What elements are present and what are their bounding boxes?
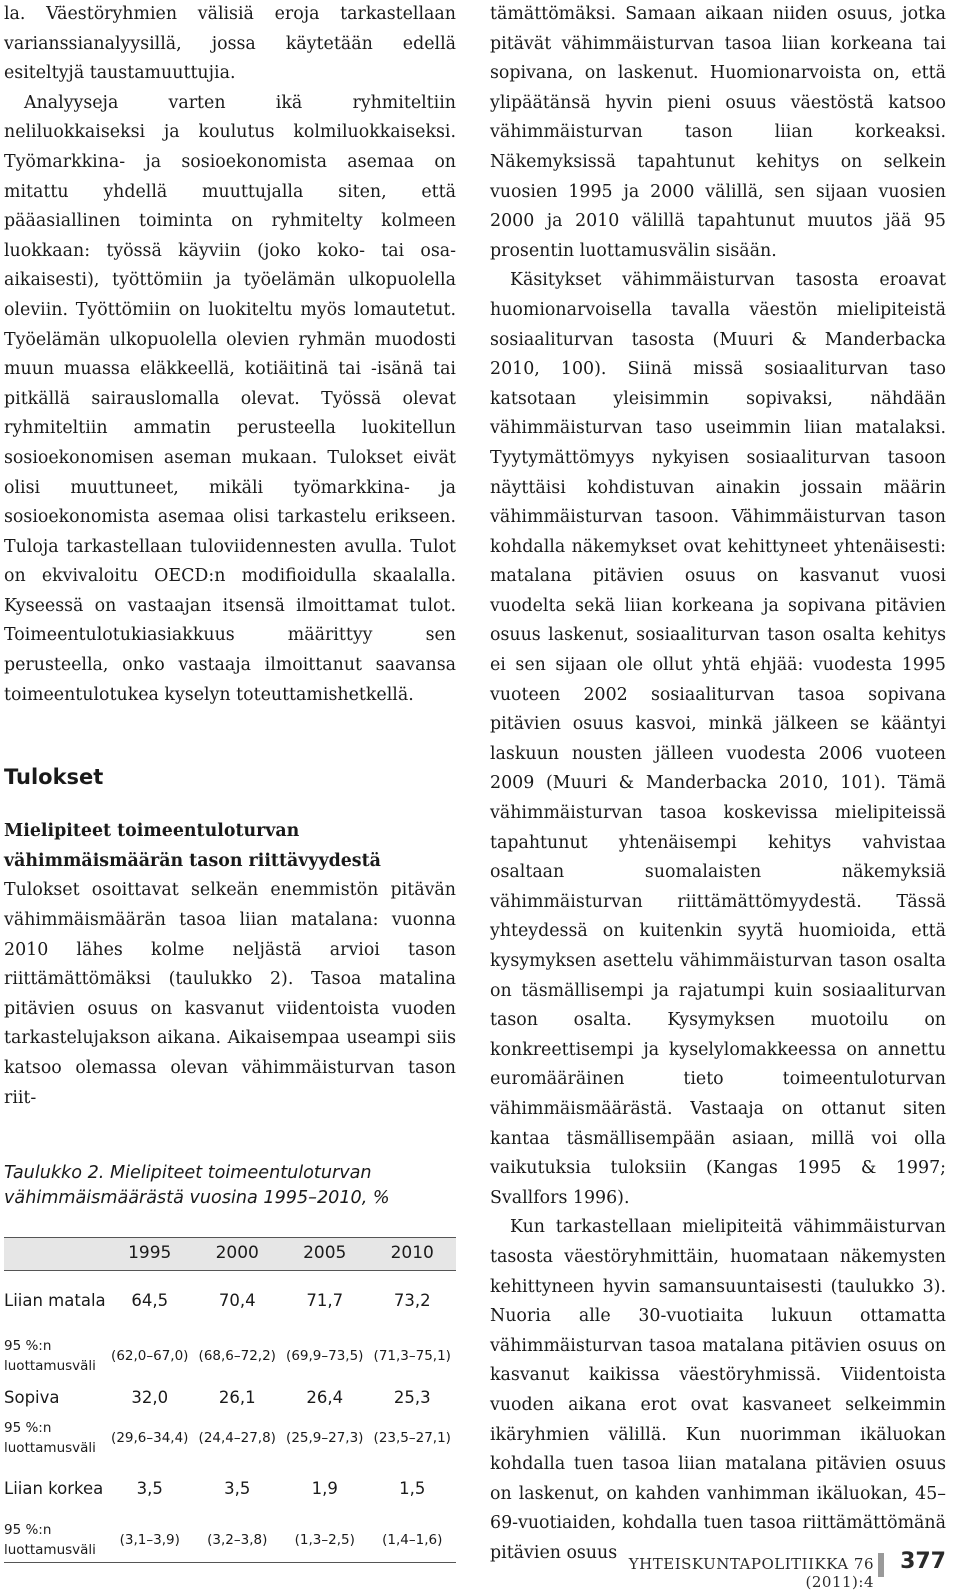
paragraph: tämättömäksi. Samaan aikaan niiden osuus, jotka pitävät vähimmäisturvan tasoa liian korkeana tai sopivana, on laskenut. Huomionarvoista on, että ylipäätänsä hyvin pieni osuus väestöstä katsoo vähimmäisturvan tason liian korkeaksi. Näkemyksissä tapahtunut kehitys on selkein vuosien 1995 ja 2000 välillä, sen sijaan vuosien 2000 ja 2010 välillä tapahtunut muutos jää 95 prosentin luottamusvälin sisään.	[490, 4, 946, 261]
table-cell: 70,4	[218, 1291, 256, 1311]
table-row	[4, 1415, 456, 1461]
results-table	[4, 1237, 456, 1563]
table-cell: (69,9–73,5)	[286, 1348, 364, 1365]
table-row	[4, 1461, 456, 1517]
table-cell: 71,7	[306, 1291, 344, 1311]
table-cell: (23,5–27,1)	[373, 1430, 451, 1447]
row-label: Liian matala	[4, 1291, 106, 1311]
table-cell: (1,3–2,5)	[281, 1517, 369, 1563]
table-row	[4, 1331, 456, 1381]
row-label: 95 %:n luottamusväli	[4, 1420, 96, 1457]
table-row	[4, 1381, 456, 1415]
subsection-heading: Mielipiteet toimeentuloturvan vähimmäismäärän tason riittävyydestä	[4, 821, 381, 871]
table-header-corner	[4, 1238, 106, 1271]
row-label: Liian korkea	[4, 1479, 104, 1499]
table-cell: 3,5	[224, 1479, 251, 1499]
table-cell: (3,2–3,8)	[194, 1517, 282, 1563]
left-column	[4, 0, 456, 1563]
table-cell: 26,4	[306, 1388, 344, 1408]
table-cell: (1,4–1,6)	[369, 1517, 457, 1563]
table-header-row	[4, 1238, 456, 1271]
year-header: 2000	[194, 1238, 282, 1271]
table-cell: 73,2	[393, 1291, 431, 1311]
page-footer	[574, 1549, 946, 1591]
paragraph: Käsitykset vähimmäisturvan tasosta eroavat huomionarvoisella tavalla väestön mielipiteistä sosiaaliturvan tasosta (Muuri & Manderbacka 2010, 100). Siinä missä sosiaaliturvan taso katsotaan yleisimmin sopivaksi, nähdään vähimmäisturvan taso useimmin liian matalaksi. Tyytymättömyys nykyisen sosiaaliturvan tasoon näyttäisi kohdistuvan ainakin jossain määrin vähimmäisturvan tasoon. Vähimmäisturvan tason kohdalla näkemykset ovat kehittyneet yhtenäisesti: matalana pitävien osuus on kasvanut vuosi vuodelta sekä liian korkeana ja sopivana pitävien osuus laskenut, sosiaaliturvan tason osalta kehitys ei sen sijaan ole ollut yhtä ehjää: vuodesta 1995 vuoteen 2002 sosiaaliturvan tasoa sopivana pitävien osuus kasvoi, minkä jälkeen se kääntyi laskuun nousten jälleen vuodesta 2006 vuoteen 2009 (Muuri & Manderbacka 2010, 101). Tämä vähimmäisturvan tasoa koskevissa mielipiteissä tapahtunut yhtenäisempi kehitys vahvistaa osaltaan suomalaisten näkemyksiä vähimmäisturvan riittämättömyydestä. Tässä yhteydessä on kuitenkin syytä huomioida, että kysymyksen asettelu vähimmäisturvan tason osalta on täsmällisempi ja rajatumpi kuin sosiaaliturvan tason osalta. Kysymyksen muotoilu on konkreettisempi ja kyselylomakkeessa on annettu euromääräinen tieto toimeentuloturvan vähimmäismäärästä. Vastaaja on ottanut siten kantaa täsmällisempään asiaan, millä voi olla vaikutuksia tuloksiin (Kangas 1995 & 1997; Svallfors 1996).	[490, 270, 946, 1208]
paragraph: la. Väestöryhmien välisiä eroja tarkastellaan varianssianalyysillä, jossa käytetään edellä esiteltyjä taustamuuttujia.	[4, 4, 456, 84]
row-label: 95 %:n luottamusväli	[4, 1517, 106, 1563]
year-header: 2010	[369, 1238, 457, 1271]
paragraph: Kun tarkastellaan mielipiteitä vähimmäisturvan tasosta väestöryhmittäin, huomataan näkemysten kehittyneen hyvin samansuuntaisesti (taulukko 3). Nuoria alle 30-vuotiaita lukuun ottamatta vähimmäisturvan tasoa matalana pitävien osuus on kasvanut kaikissa väestöryhmissä. Viidentoista vuoden aikana erot ovat kasvaneet selkeimmin ikäryhmien välillä. Kun nuorimman ikäluokan kohdalla tuen tasoa liian matalana pitävien osuus on laskenut, on kahden vanhimman ikäluokan, 45–69-vuotiaiden, kohdalla tuen tasoa riittämättömänä pitävien osuus	[490, 1217, 946, 1563]
section-heading: Tulokset	[4, 765, 104, 790]
row-label: Sopiva	[4, 1388, 60, 1408]
table-cell: (62,0–67,0)	[111, 1348, 189, 1365]
footer-divider	[878, 1553, 884, 1577]
year-header: 1995	[106, 1238, 194, 1271]
table-cell: (3,1–3,9)	[106, 1517, 194, 1563]
table-cell: (29,6–34,4)	[111, 1430, 189, 1447]
journal-name: YHTEISKUNTAPOLITIIKKA 76 (2011):4	[628, 1555, 874, 1591]
table-cell: (68,6–72,2)	[198, 1348, 276, 1365]
table-cell: (71,3–75,1)	[373, 1348, 451, 1365]
table-cell: 1,9	[311, 1479, 338, 1499]
table-cell: 26,1	[218, 1388, 256, 1408]
year-header: 2005	[281, 1238, 369, 1271]
table-cell: 64,5	[131, 1291, 169, 1311]
paragraph: Analyyseja varten ikä ryhmiteltiin neliluokkaiseksi ja koulutus kolmiluokkaiseksi. Työmarkkina- ja sosioekonomista asemaa on mitattu yhdellä muuttujalla siten, että pääasiallinen toiminta on ryhmitelty kolmeen luokkaan: työssä käyviin (joko koko- tai osa-aikaisesti), työttömiin ja työelämän ulkopuolella oleviin. Työttömiin on luokiteltu myös lomautetut. Työelämän ulkopuolella olevien ryhmän muodosti muun muassa eläkkeellä, kotiäitinä tai -isänä tai pitkällä sairauslomalla olevat. Työssä olevat ryhmiteltiin ammatin perusteella luokitellun sosioekonomisen aseman mukaan. Tulokset eivät olisi muuttuneet, mikäli työmarkkina- ja sosioekonomista asemaa olisi tarkastelu erikseen. Tuloja tarkastellaan tuloviidennesten avulla. Tulot on ekvivaloitu OECD:n modifioidulla skaalalla. Kyseessä on vastaajan itsensä ilmoittamat tulot. Toimeentulotukiasiakkuus määrittyy sen perusteella, onko vastaaja ilmoittanut saavansa toimeentulotukea kyselyn toteuttamishetkellä.	[4, 92, 456, 705]
table-row	[4, 1271, 456, 1332]
table-cell: 1,5	[399, 1479, 426, 1499]
paragraph: Tulokset osoittavat selkeän enemmistön pitävän vähimmäismäärän tasoa liian matalana: vuonna 2010 lähes kolme neljästä arvioi tason riittämättömäksi (taulukko 2). Tasoa matalina pitävien osuus on kasvanut viidentoista vuoden tarkastelujakson aikana. Aikaisempaa useampi siis katsoo olemassa olevan vähimmäisturvan tason riit-	[4, 880, 456, 1108]
row-label: 95 %:n luottamusväli	[4, 1338, 96, 1375]
table-cell: (24,4–27,8)	[198, 1430, 276, 1447]
table-cell: (25,9–27,3)	[286, 1430, 364, 1447]
table-cell: 32,0	[131, 1388, 169, 1408]
table-caption: Taulukko 2. Mielipiteet toimeentuloturvan vähimmäismäärästä vuosina 1995–2010, %	[4, 1163, 390, 1209]
table-cell: 3,5	[136, 1479, 163, 1499]
table-cell: 25,3	[393, 1388, 431, 1408]
right-column	[490, 0, 946, 1568]
table-row	[4, 1517, 456, 1563]
page-number: 377	[900, 1549, 946, 1574]
